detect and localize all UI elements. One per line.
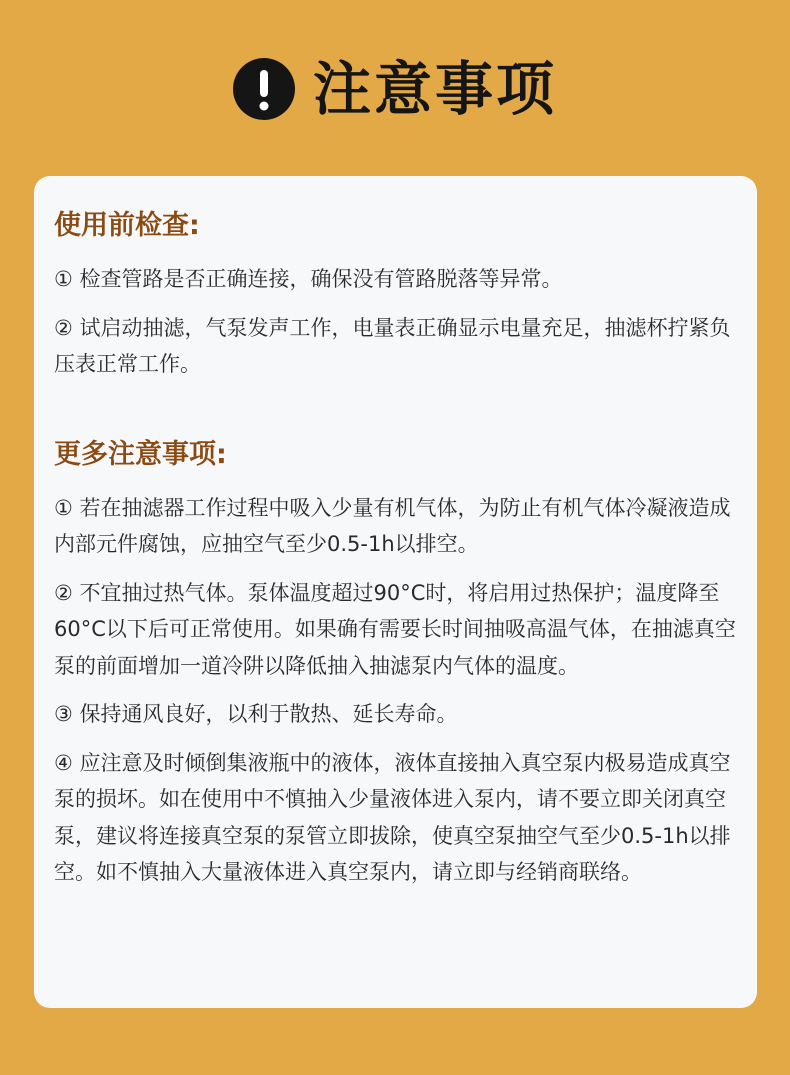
list-item: ② 试启动抽滤，气泵发声工作，电量表正确显示电量充足，抽滤杯拧紧负压表正常工作。 <box>54 315 731 376</box>
page-title: 注意事项 <box>312 55 557 123</box>
section-title-pre-use-check: 使用前检查: <box>54 210 200 241</box>
page-header <box>0 52 790 126</box>
list-item: ④ 应注意及时倾倒集液瓶中的液体，液体直接抽入真空泵内极易造成真空泵的损坏。如在使用中不慎抽入少量液体进入泵内，请不要立即关闭真空泵，建议将连接真空泵的泵管立即拔除，使真空泵抽空气至少0.5-1h以排空。如不慎抽入大量液体进入真空泵内，请立即与经销商联络。 <box>54 750 731 884</box>
exclamation-icon <box>233 58 295 120</box>
list-item: ① 若在抽滤器工作过程中吸入少量有机气体，为防止有机气体冷凝液造成内部元件腐蚀，应抽空气至少0.5-1h以排空。 <box>54 495 731 556</box>
list-item: ① 检查管路是否正确连接，确保没有管路脱落等异常。 <box>54 267 563 291</box>
section-title-more-notes: 更多注意事项: <box>54 438 227 470</box>
notice-card <box>34 176 757 1008</box>
list-item: ② 不宜抽过热气体。泵体温度超过90°C时，将启用过热保护；温度降至60°C以下后可正常使用。如果确有需要长时间抽吸高温气体，在抽滤真空泵的前面增加一道冷阱以降低抽入抽滤泵内气体的温度。 <box>54 580 736 678</box>
list-item: ③ 保持通风良好，以利于散热、延长寿命。 <box>54 702 458 726</box>
